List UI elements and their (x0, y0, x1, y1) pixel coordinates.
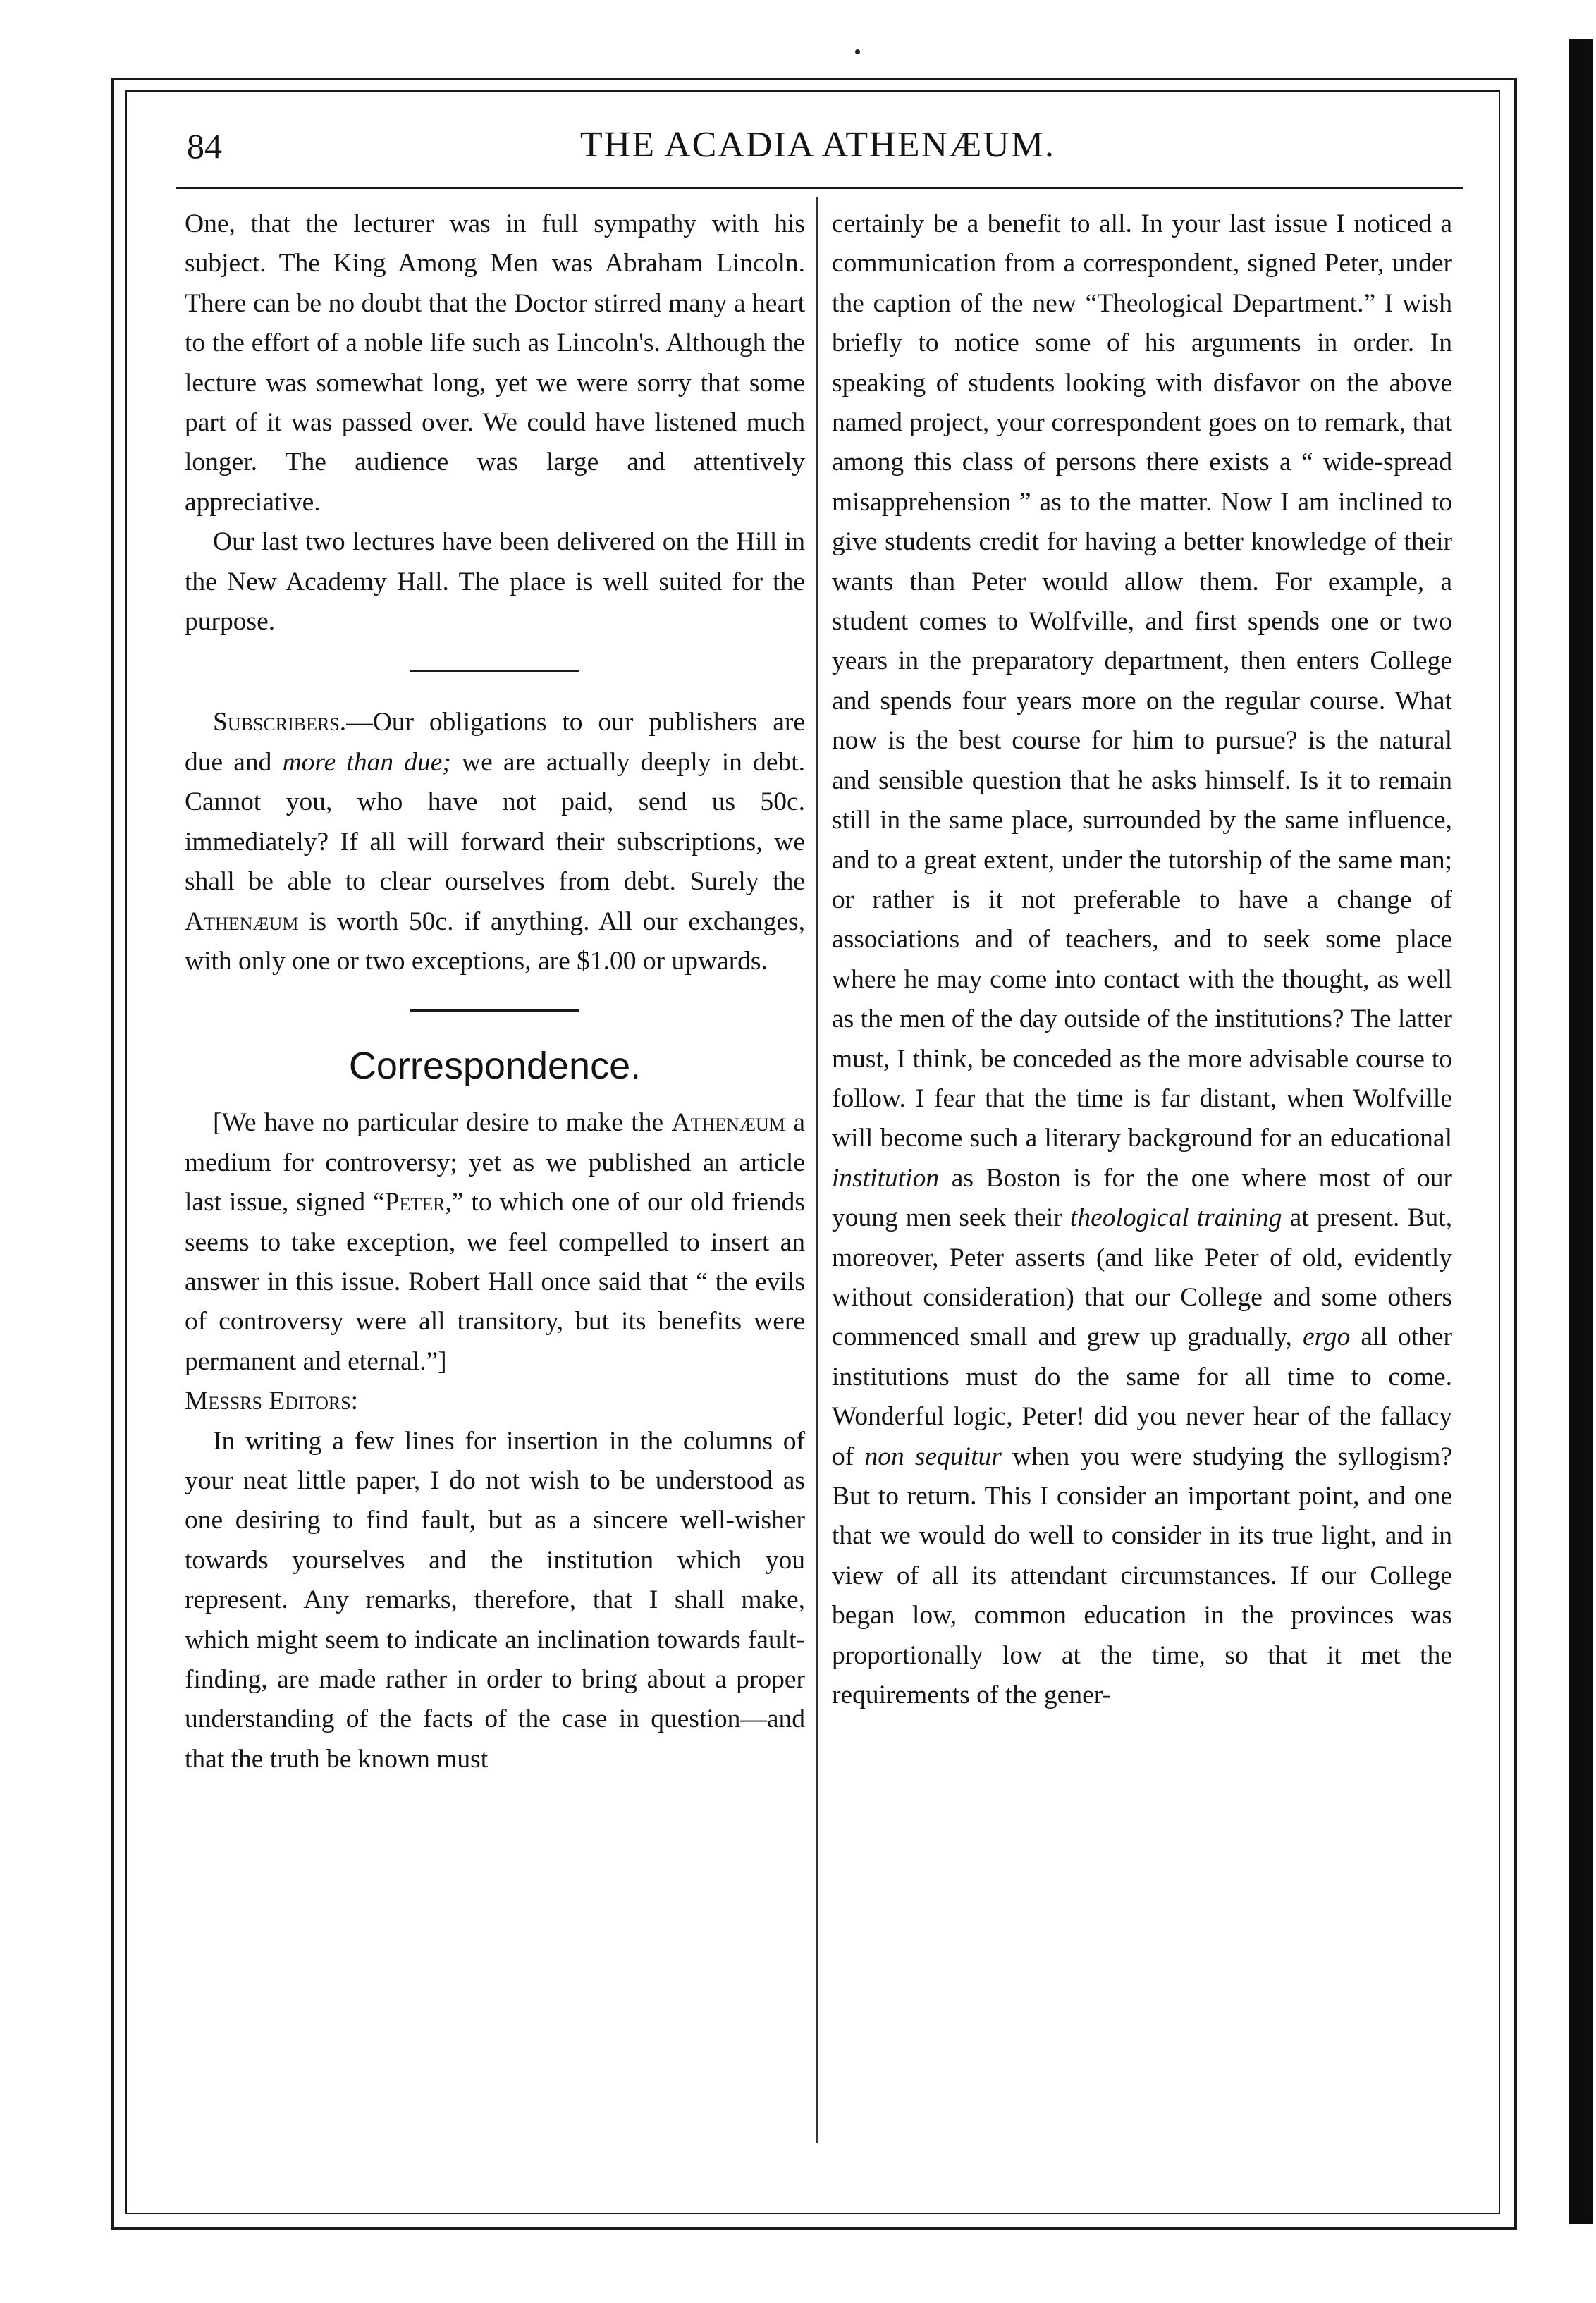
header-rule (176, 187, 1463, 189)
salutation: Messrs Editors: (185, 1387, 359, 1416)
right-column (832, 204, 1452, 1715)
section-divider (410, 1009, 579, 1012)
section-heading: Correspondence. (348, 1045, 642, 1088)
lecture-location-paragraph: Our last two lectures have been delivered on the Hill in the New Academy Hall. The place is well suited for the purpose. (185, 527, 805, 637)
subscribers-label: Subscribers. (213, 708, 347, 737)
letter-paragraph: In writing a few lines for insertion in the columns of your neat little paper, I do not wish to be understood as one desiring to find fault, but as a sincere well-wisher towards yourselves and the institution which you represent. Any remarks, therefore, that I shall make, which might seem to indicate an inclination towards fault-finding, are made rather in order to bring about a proper understanding of the facts of the case in question—and that the truth be known must (185, 1426, 805, 1774)
running-title: THE ACADIA ATHENÆUM. (579, 125, 1056, 165)
editor-note: [We have no particular desire to make the Athenæum a medium for controversy; yet as we published an article last issue, signed “Peter,” to which one of our old friends seems to take exception, we feel compelled to insert an answer in this issue. Robert Hall once said that “ the evils of controversy were all transitory, but its benefits were permanent and eternal.”] (185, 1108, 805, 1376)
journal-name: Athenæum (671, 1108, 785, 1138)
emphasis-text: more than due; (282, 747, 451, 777)
lecture-paragraph-continued: One, that the lecturer was in full sympathy with his subject. The King Among Men was Abraham Lincoln. There can be no doubt that the Doctor stirred many a heart to the effort of a noble life such as Lincoln's. Although the lecture was somewhat long, yet we were sorry that some part of it was passed over. We could have listened much longer. The audience was large and attentively appreciative. (185, 209, 805, 517)
subscribers-notice: Subscribers.—Our obligations to our publishers are due and more than due; we are actually deeply in debt. Cannot you, who have not paid, send us 50c. immediately? If all will forward their subscriptions, we shall be able to clear ourselves from debt. Surely the Athenæum is worth 50c. if anything. All our exchanges, with only one or two exceptions, are $1.00 or upwards. (185, 708, 806, 976)
page-number: 84 (187, 126, 222, 166)
column-divider (816, 197, 818, 2143)
scan-edge-shadow (1569, 39, 1593, 2224)
section-divider (410, 670, 579, 672)
signed-name: Peter, (384, 1188, 452, 1217)
letter-continued: certainly be a benefit to all. In your last issue I noticed a communication from a correspondent, signed Peter, under the caption of the new “Theological Department.” I wish briefly to notice some of his arguments in order. In speaking of students looking with disfavor on the above named project, your correspondent goes on to remark, that among this class of persons there exists a “ wide-spread misapprehension ” as to the matter. Now I am inclined to give students credit for having a better knowledge of their wants than Peter would allow them. For example, a student comes to Wolfville, and first spends one or two years in the preparatory department, then enters College and spends four years more on the regular course. What now is the best course for him to pursue? is the natural and sensible question that he asks himself. Is it to remain still in the same place, surrounded by the same influence, and to a great extent, under the tutorship of the same man; or rather is it not preferable to have a change of associations and of teachers, and to seek some place where he may come into contact with the thought, as well as the men of the day outside of the institutions? The latter must, I think, be conceded as the more advisable course to follow. I fear that the time is far distant, when Wolfville will become such a literary background for an educational institution as Boston is for the one where most of our young men seek their theological training at present. But, moreover, Peter asserts (and like Peter of old, evidently without consideration) that our College and some others commenced small and grew up gradually, ergo all other institutions must do the same for all time to come. Wonderful logic, Peter! did you never hear of the fallacy of non sequitur when you were studying the syllogism? But to return. This I consider an important point, and one that we would do well to consider in its true light, and in view of all its attendant circumstances. If our College began low, common education in the provinces was proportionally low at the time, so that it met the requirements of the gener- (832, 209, 1452, 1710)
left-column (185, 204, 805, 1779)
scan-speck (855, 49, 860, 54)
journal-name: Athenæum (185, 907, 299, 936)
page-header (169, 118, 1466, 175)
